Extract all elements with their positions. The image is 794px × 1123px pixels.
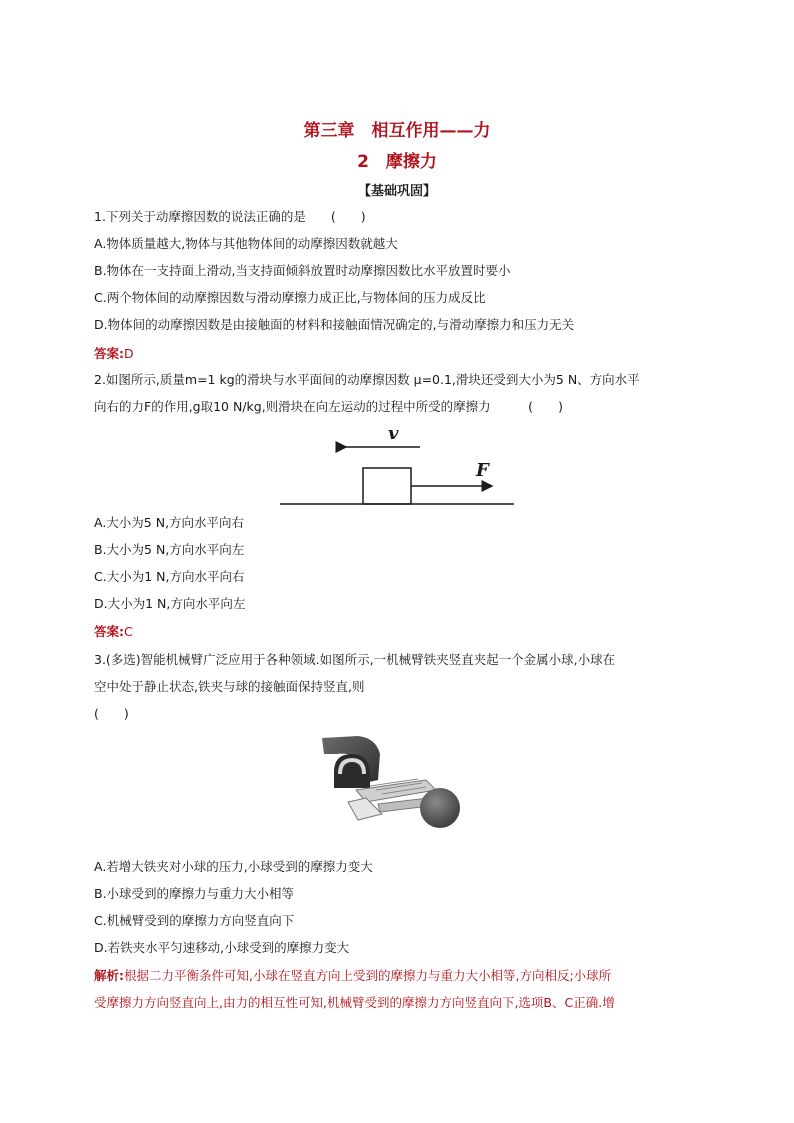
q2-option-a: A.大小为5 N,方向水平向右 bbox=[94, 515, 245, 530]
q3-analysis-line1 bbox=[94, 967, 611, 985]
answer-label: 答案: bbox=[94, 624, 124, 639]
q1-option-a: A.物体质量越大,物体与其他物体间的动摩擦因数就越大 bbox=[94, 236, 398, 251]
q2-option-d: D.大小为1 N,方向水平向左 bbox=[94, 596, 246, 611]
q1-option-d: D.物体间的动摩擦因数是由接触面的材料和接触面情况确定的,与滑动摩擦力和压力无关 bbox=[94, 317, 575, 332]
q2-answer bbox=[94, 623, 133, 641]
q3-stem-line3: ( ) bbox=[94, 706, 129, 721]
velocity-label: v bbox=[388, 423, 399, 444]
q2-option-b: B.大小为5 N,方向水平向左 bbox=[94, 542, 245, 557]
answer-value: D bbox=[124, 346, 134, 361]
q2-stem-line2: 向右的力F的作用,g取10 N/kg,则滑块在向左运动的过程中所受的摩擦力 ( ) bbox=[94, 399, 563, 414]
q1-option-c: C.两个物体间的动摩擦因数与滑动摩擦力成正比,与物体间的压力成反比 bbox=[94, 290, 486, 305]
q1-option-b: B.物体在一支持面上滑动,当支持面倾斜放置时动摩擦因数比水平放置时要小 bbox=[94, 263, 511, 278]
analysis-label: 解析: bbox=[94, 968, 124, 983]
metal-ball bbox=[420, 788, 460, 828]
q3-option-a: A.若增大铁夹对小球的压力,小球受到的摩擦力变大 bbox=[94, 859, 373, 874]
q3-stem-line1: 3.(多选)智能机械臂广泛应用于各种领域.如图所示,一机械臂铁夹竖直夹起一个金属小球,小球在 bbox=[94, 652, 616, 667]
q1-answer bbox=[94, 345, 134, 363]
section-label: 【基础巩固】 bbox=[357, 184, 436, 199]
q3-option-d: D.若铁夹水平匀速移动,小球受到的摩擦力变大 bbox=[94, 940, 350, 955]
robot-arm-clamp-figure bbox=[318, 732, 478, 830]
q3-option-b: B.小球受到的摩擦力与重力大小相等 bbox=[94, 886, 295, 901]
q3-stem-line2: 空中处于静止状态,铁夹与球的接触面保持竖直,则 bbox=[94, 679, 365, 694]
answer-label: 答案: bbox=[94, 346, 124, 361]
q1-stem: 1.下列关于动摩擦因数的说法正确的是 ( ) bbox=[94, 209, 366, 224]
q2-option-c: C.大小为1 N,方向水平向右 bbox=[94, 569, 245, 584]
force-label: F bbox=[476, 460, 489, 481]
clamp-lower-jaw bbox=[348, 798, 382, 820]
q3-analysis-line2: 受摩擦力方向竖直向上,由力的相互性可知,机械臂受到的摩擦力方向竖直向下,选项B、C正确.增 bbox=[94, 995, 615, 1010]
block-force-diagram bbox=[270, 420, 530, 510]
answer-value: C bbox=[124, 624, 133, 639]
chapter-title: 第三章 相互作用——力 bbox=[303, 121, 491, 141]
lesson-title: 2 摩擦力 bbox=[357, 152, 437, 172]
analysis-text: 根据二力平衡条件可知,小球在竖直方向上受到的摩擦力与重力大小相等,方向相反;小球所 bbox=[124, 968, 612, 983]
sliding-block bbox=[363, 468, 411, 504]
q2-stem-line1: 2.如图所示,质量m=1 kg的滑块与水平面间的动摩擦因数 μ=0.1,滑块还受到大小为5 N、方向水平 bbox=[94, 372, 640, 387]
q3-option-c: C.机械臂受到的摩擦力方向竖直向下 bbox=[94, 913, 295, 928]
